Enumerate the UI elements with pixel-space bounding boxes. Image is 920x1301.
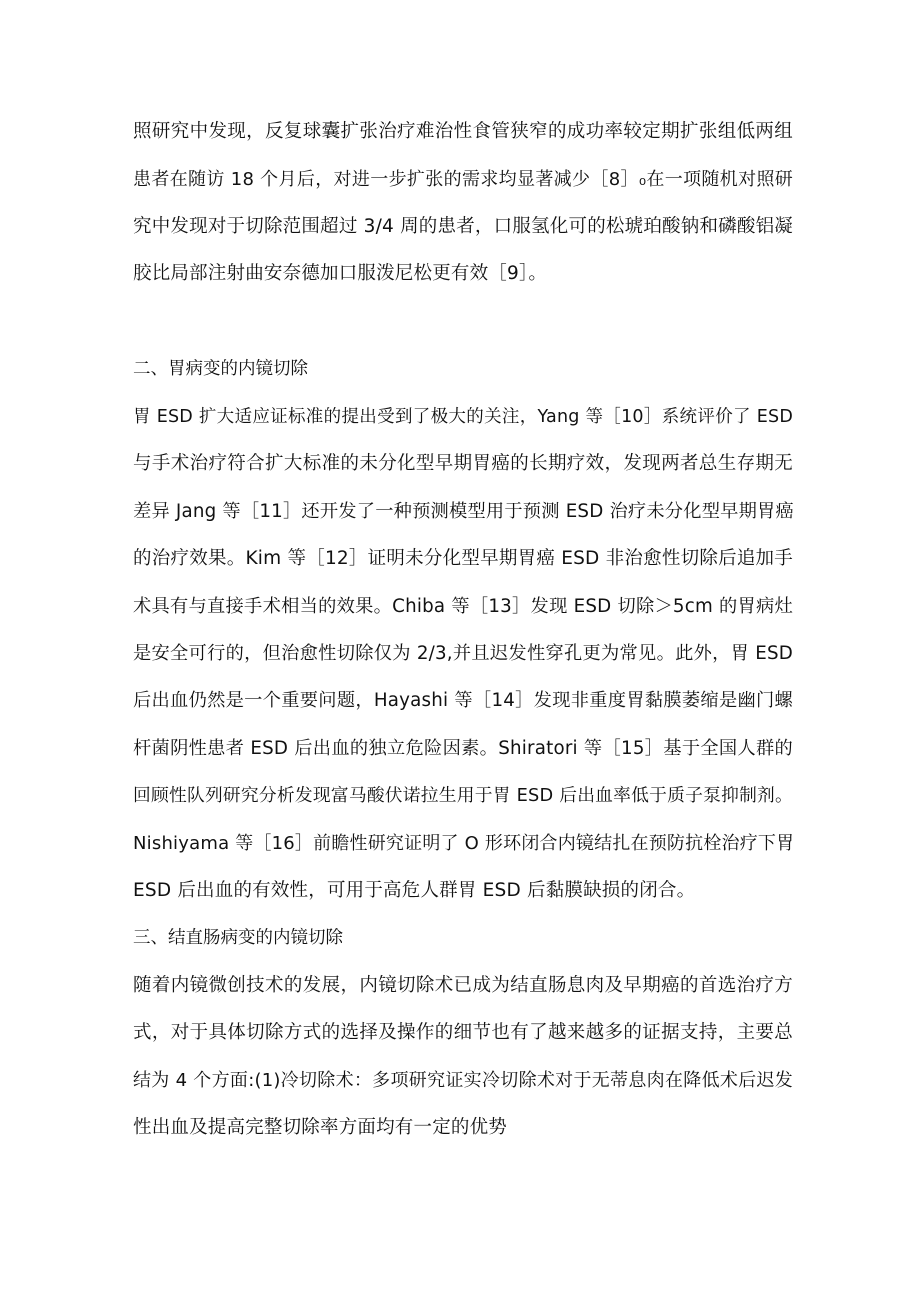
text-line: 患者在随访 18 个月后，对进一步扩张的需求均显著减少［8］₀在一项随机对照研 (133, 169, 793, 190)
text-line: 照研究中发现，反复球囊扩张治疗难治性食管狭窄的成功率较定期扩张组低两组 (133, 121, 793, 142)
text-line: 术具有与直接手术相当的效果。Chiba 等［13］发现 ESD 切除＞5cm 的胃病灶 (133, 596, 793, 617)
text-line: 与手术治疗符合扩大标准的未分化型早期胃癌的长期疗效，发现两者总生存期无 (133, 453, 793, 474)
text-line: 结为 4 个方面:(1)冷切除术：多项研究证实冷切除术对于无蒂息肉在降低术后迟发 (133, 1070, 793, 1091)
text-line: 究中发现对于切除范围超过 3/4 周的患者，口服氢化可的松琥珀酸钠和磷酸铝凝 (133, 216, 793, 237)
text-line: 的治疗效果。Kim 等［12］证明未分化型早期胃癌 ESD 非治愈性切除后追加手 (133, 548, 793, 569)
text-line: 是安全可行的，但治愈性切除仅为 2/3,并且迟发性穿孔更为常见。此外，胃 ESD (133, 643, 793, 664)
text-line: 式，对于具体切除方式的选择及操作的细节也有了越来越多的证据支持，主要总 (133, 1022, 793, 1043)
text-line: 回顾性队列研究分析发现富马酸伏诺拉生用于胃 ESD 后出血率低于质子泵抑制剂。 (133, 786, 793, 806)
text-line: 差异 Jang 等［11］还开发了一种预测模型用于预测 ESD 治疗未分化型早期胃癌 (133, 501, 794, 522)
text-line: 性出血及提高完整切除率方面均有一定的优势 (133, 1117, 508, 1138)
text-line: 随着内镜微创技术的发展，内镜切除术已成为结直肠息肉及早期癌的首选治疗方 (133, 975, 793, 996)
text-line: Nishiyama 等［16］前瞻性研究证明了 O 形环闭合内镜结扎在预防抗栓治疗下胃 (133, 833, 795, 854)
section-heading-colorectal: 三、结直肠病变的内镜切除 (133, 928, 343, 948)
section-heading-gastric: 二、胃病变的内镜切除 (133, 359, 308, 379)
text-line: ESD 后出血的有效性，可用于高危人群胃 ESD 后黏膜缺损的闭合。 (133, 880, 696, 901)
text-line: 胶比局部注射曲安奈德加口服泼尼松更有效［9］。 (133, 263, 548, 284)
text-line: 后出血仍然是一个重要问题，Hayashi 等［14］发现非重度胃黏膜萎缩是幽门螺 (133, 690, 793, 711)
text-line: 胃 ESD 扩大适应证标准的提出受到了极大的关注，Yang 等［10］系统评价了 ESD (133, 407, 793, 427)
text-line: 杆菌阴性患者 ESD 后出血的独立危险因素。Shiratori 等［15］基于全国人群的 (133, 738, 793, 759)
